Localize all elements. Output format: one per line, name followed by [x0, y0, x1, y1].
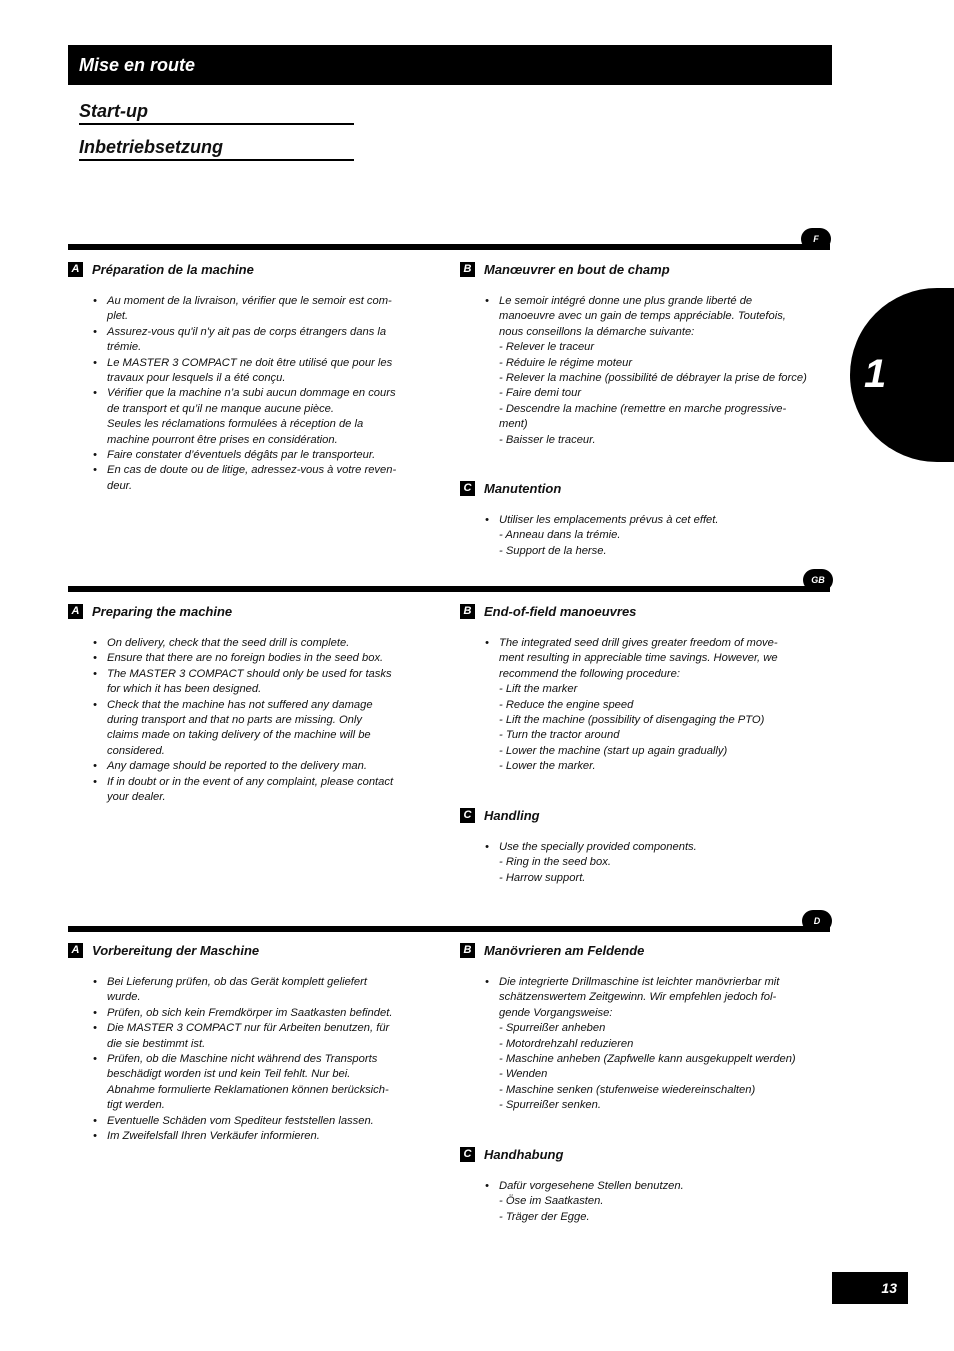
- bullet-marker: •: [485, 514, 489, 526]
- item-text: - Anneau dans la trémie.: [499, 529, 621, 542]
- section-letter: C: [460, 1147, 475, 1162]
- item-text: considered.: [107, 744, 165, 757]
- list-item-line: [93, 698, 393, 713]
- language-badge-d: D: [802, 910, 832, 932]
- item-text: Eventuelle Schäden vom Spediteur feststellen lassen.: [107, 1114, 374, 1127]
- list-item-line: [485, 698, 778, 713]
- list-item-line: [485, 682, 778, 697]
- bullet-marker: •: [485, 841, 489, 853]
- list-item-line: [485, 990, 796, 1005]
- list-item-line: [485, 1179, 684, 1194]
- item-text: Au moment de la livraison, vérifier que le semoir est com-: [107, 295, 392, 307]
- item-list: [93, 975, 392, 1144]
- list-item-line: [485, 528, 719, 543]
- list-item-line: [485, 1083, 796, 1098]
- bullet-marker: •: [93, 652, 97, 665]
- section-d-c: [460, 1146, 684, 1225]
- bullet-marker: •: [93, 775, 97, 788]
- item-text: plet.: [107, 310, 129, 323]
- item-text: - Lower the marker.: [499, 760, 596, 773]
- list-item-line: [485, 744, 778, 759]
- list-item-line: [93, 417, 396, 432]
- item-list: [485, 294, 807, 448]
- item-text: recommend the following procedure:: [499, 667, 680, 680]
- section-rule-d: [68, 926, 830, 932]
- item-text: die sie bestimmt ist.: [107, 1037, 206, 1050]
- item-text: Faire constater d’éventuels dégâts par le transporteur.: [107, 449, 376, 462]
- list-item-line: [485, 513, 719, 528]
- list-item-line: [485, 402, 807, 417]
- item-text: - Relever le traceur: [499, 341, 595, 354]
- item-text: wurde.: [107, 991, 141, 1004]
- subtitle-german: Inbetriebsetzung: [79, 136, 354, 161]
- list-item-line: [93, 790, 393, 805]
- section-letter: C: [460, 481, 475, 496]
- list-item-line: [485, 1067, 796, 1082]
- section-gb-a: [68, 603, 393, 805]
- list-item-line: [485, 1210, 684, 1225]
- item-list: [485, 840, 697, 886]
- list-item-line: [485, 433, 807, 448]
- item-text: Le semoir intégré donne une plus grande liberté de: [499, 295, 753, 307]
- language-badge-gb: GB: [803, 569, 833, 591]
- bullet-marker: •: [93, 449, 97, 462]
- item-text: trémie.: [107, 341, 142, 354]
- item-list: [93, 636, 393, 805]
- item-text: travaux pour lesquels il a été conçu.: [107, 372, 286, 385]
- bullet-marker: •: [93, 1130, 97, 1143]
- list-item-line: [93, 713, 393, 728]
- list-item-line: [93, 340, 396, 355]
- section-letter: B: [460, 262, 475, 277]
- item-text: - Lift the machine (possibility of disengaging the PTO): [499, 714, 765, 727]
- item-text: Any damage should be reported to the delivery man.: [107, 760, 367, 773]
- item-text: - Spurreißer anheben: [499, 1022, 606, 1035]
- list-item-line: [93, 309, 396, 324]
- list-item-line: [485, 713, 778, 728]
- item-text: Utiliser les emplacements prévus à cet effet.: [499, 514, 719, 526]
- item-text: - Träger der Egge.: [499, 1210, 590, 1223]
- item-text: - Descendre la machine (remettre en marche progressive-: [499, 402, 787, 415]
- list-item-line: [93, 1006, 392, 1021]
- list-item-line: [485, 728, 778, 743]
- item-list: [485, 513, 719, 559]
- list-item-line: [93, 1067, 392, 1082]
- language-badge-f: F: [801, 228, 831, 250]
- item-text: Ensure that there are no foreign bodies in the seed box.: [107, 652, 384, 665]
- list-item-line: [485, 871, 697, 886]
- list-item-line: [93, 356, 396, 371]
- section-title: Handling: [484, 807, 540, 823]
- list-item-line: [485, 1052, 796, 1067]
- bullet-marker: •: [485, 1180, 489, 1192]
- bullet-marker: •: [93, 1022, 97, 1035]
- list-item-line: [485, 636, 778, 651]
- item-text: - Baisser le traceur.: [499, 433, 596, 446]
- item-text: Assurez-vous qu'il n'y ait pas de corps étrangers dans la: [107, 325, 387, 338]
- item-text: The integrated seed drill gives greater freedom of move-: [499, 637, 778, 649]
- section-title: Manövrieren am Feldende: [484, 942, 645, 958]
- section-f-b: [460, 261, 807, 448]
- bullet-marker: •: [93, 356, 97, 369]
- bullet-marker: •: [485, 295, 489, 307]
- item-text: The MASTER 3 COMPACT should only be used for tasks: [107, 667, 392, 680]
- item-list: [485, 975, 796, 1114]
- item-text: ment): [499, 418, 528, 431]
- list-item-line: [93, 1129, 392, 1144]
- list-item-line: [93, 744, 393, 759]
- bullet-marker: •: [485, 637, 489, 649]
- list-item-line: [485, 667, 778, 682]
- item-text: Die integrierte Drillmaschine ist leichter manövrierbar mit: [499, 976, 780, 988]
- list-item-line: [485, 651, 778, 666]
- list-item-line: [93, 1037, 392, 1052]
- item-text: manoeuvre avec un gain de temps appréciable. Toutefois,: [499, 310, 786, 323]
- section-gb-c: [460, 807, 697, 886]
- bullet-marker: •: [93, 698, 97, 711]
- item-text: Prüfen, ob sich kein Fremdkörper im Saatkasten befindet.: [107, 1006, 393, 1019]
- item-text: En cas de doute ou de litige, adressez-vous à votre reven-: [107, 464, 397, 477]
- list-item-line: [485, 325, 807, 340]
- item-text: beschädigt worden ist und kein Teil fehlt. Nur bei.: [107, 1068, 351, 1081]
- list-item-line: [485, 855, 697, 870]
- bullet-marker: •: [93, 637, 97, 649]
- list-item-line: [485, 417, 807, 432]
- list-item-line: [93, 1052, 392, 1067]
- section-title: Manœuvrer en bout de champ: [484, 261, 670, 277]
- list-item-line: [93, 775, 393, 790]
- item-text: ment resulting in appreciable time savings. However, we: [499, 652, 778, 665]
- item-text: - Turn the tractor around: [499, 729, 620, 742]
- item-text: schätzenswertem Zeitgewinn. Wir empfehlen jedoch fol-: [499, 991, 777, 1004]
- list-item-line: [93, 728, 393, 743]
- list-item-line: [93, 682, 393, 697]
- item-text: - Reduce the engine speed: [499, 698, 634, 711]
- bullet-marker: •: [93, 1114, 97, 1127]
- item-text: - Relever la machine (possibilité de débrayer la prise de force): [499, 372, 807, 385]
- list-item-line: [93, 463, 396, 478]
- item-text: - Öse im Saatkasten.: [499, 1195, 604, 1208]
- item-text: - Support de la herse.: [499, 544, 607, 557]
- list-item-line: [93, 990, 392, 1005]
- list-item-line: [93, 479, 396, 494]
- item-text: tigt werden.: [107, 1099, 165, 1112]
- item-text: nous conseillons la démarche suivante:: [499, 325, 695, 338]
- list-item-line: [485, 1037, 796, 1052]
- item-text: - Maschine anheben (Zapfwelle kann ausgekuppelt werden): [499, 1053, 796, 1066]
- item-list: [93, 294, 396, 494]
- item-text: - Spurreißer senken.: [499, 1099, 601, 1112]
- section-letter: C: [460, 808, 475, 823]
- item-text: - Lift the marker: [499, 683, 578, 696]
- item-text: Prüfen, ob die Maschine nicht während des Transports: [107, 1053, 378, 1066]
- item-text: de transport et qu’il ne manque aucune pièce.: [107, 402, 335, 415]
- list-item-line: [485, 544, 719, 559]
- item-text: - Faire demi tour: [499, 387, 582, 400]
- list-item-line: [93, 433, 396, 448]
- list-item-line: [93, 448, 396, 463]
- list-item-line: [93, 975, 392, 990]
- section-title: Vorbereitung der Maschine: [92, 942, 260, 958]
- bullet-marker: •: [93, 295, 97, 307]
- item-text: deur.: [107, 479, 133, 492]
- item-text: On delivery, check that the seed drill is complete.: [107, 637, 350, 649]
- item-text: - Ring in the seed box.: [499, 856, 611, 869]
- list-item-line: [485, 1006, 796, 1021]
- bullet-marker: •: [93, 325, 97, 338]
- list-item-line: [93, 651, 393, 666]
- item-text: your dealer.: [107, 791, 166, 804]
- list-item-line: [485, 294, 807, 309]
- bullet-marker: •: [93, 760, 97, 773]
- list-item-line: [93, 1083, 392, 1098]
- bullet-marker: •: [93, 1006, 97, 1019]
- item-text: gende Vorgangsweise:: [499, 1006, 613, 1019]
- item-text: - Wenden: [499, 1068, 548, 1081]
- list-item-line: [93, 759, 393, 774]
- list-item-line: [485, 309, 807, 324]
- list-item-line: [485, 759, 778, 774]
- item-text: during transport and that no parts are missing. Only: [107, 714, 362, 727]
- item-text: Bei Lieferung prüfen, ob das Gerät komplett geliefert: [107, 976, 367, 988]
- section-letter: B: [460, 943, 475, 958]
- section-d-b: [460, 942, 796, 1114]
- section-title: End-of-field manoeuvres: [484, 603, 637, 619]
- section-letter: A: [68, 604, 83, 619]
- item-text: Die MASTER 3 COMPACT nur für Arbeiten benutzen, für: [107, 1022, 390, 1035]
- list-item-line: [93, 1114, 392, 1129]
- item-text: Use the specially provided components.: [499, 841, 697, 853]
- item-text: Check that the machine has not suffered any damage: [107, 698, 373, 711]
- section-letter: A: [68, 262, 83, 277]
- list-item-line: [485, 340, 807, 355]
- subtitle-english: Start-up: [79, 100, 354, 125]
- item-text: for which it has been designed.: [107, 683, 262, 696]
- chapter-number: 1: [864, 352, 887, 396]
- section-letter: B: [460, 604, 475, 619]
- list-item-line: [485, 371, 807, 386]
- list-item-line: [485, 1021, 796, 1036]
- item-text: Le MASTER 3 COMPACT ne doit être utilisé que pour les: [107, 356, 393, 369]
- bullet-marker: •: [485, 976, 489, 988]
- section-title: Manutention: [484, 480, 562, 496]
- section-title: Preparing the machine: [92, 603, 233, 619]
- list-item-line: [93, 325, 396, 340]
- list-item-line: [485, 356, 807, 371]
- item-text: - Motordrehzahl reduzieren: [499, 1037, 634, 1050]
- item-text: Seules les réclamations formulées à réception de la: [107, 418, 364, 431]
- item-text: If in doubt or in the event of any complaint, please contact: [107, 775, 394, 788]
- list-item-line: [93, 294, 396, 309]
- bullet-marker: •: [93, 464, 97, 477]
- item-list: [485, 1179, 684, 1225]
- section-title: Handhabung: [484, 1146, 564, 1162]
- item-list: [485, 636, 778, 775]
- item-text: Abnahme formulierte Reklamationen können berücksich-: [107, 1083, 389, 1096]
- item-text: Im Zweifelsfall Ihren Verkäufer informieren.: [107, 1130, 320, 1143]
- item-text: - Harrow support.: [499, 871, 586, 884]
- section-rule-gb: [68, 586, 830, 592]
- section-gb-b: [460, 603, 778, 775]
- list-item-line: [93, 667, 393, 682]
- bullet-marker: •: [93, 667, 97, 680]
- item-text: - Réduire le régime moteur: [499, 356, 633, 369]
- list-item-line: [93, 386, 396, 401]
- item-text: machine pourront être prises en considération.: [107, 433, 338, 446]
- section-rule-f: [68, 244, 830, 250]
- section-d-a: [68, 942, 392, 1144]
- list-item-line: [93, 1021, 392, 1036]
- page-number: 13: [832, 1272, 908, 1304]
- list-item-line: [485, 1194, 684, 1209]
- bullet-marker: •: [93, 976, 97, 988]
- list-item-line: [485, 840, 697, 855]
- section-f-c: [460, 480, 719, 559]
- list-item-line: [485, 1098, 796, 1113]
- list-item-line: [485, 386, 807, 401]
- item-text: claims made on taking delivery of the machine will be: [107, 729, 371, 742]
- item-text: Dafür vorgesehene Stellen benutzen.: [499, 1180, 684, 1192]
- section-letter: A: [68, 943, 83, 958]
- bullet-marker: •: [93, 1053, 97, 1066]
- list-item-line: [93, 1098, 392, 1113]
- item-text: - Lower the machine (start up again gradually): [499, 744, 728, 757]
- bullet-marker: •: [93, 387, 97, 400]
- list-item-line: [93, 402, 396, 417]
- list-item-line: [485, 975, 796, 990]
- item-text: Vérifier que la machine n’a subi aucun dommage en cours: [107, 387, 396, 400]
- list-item-line: [93, 636, 393, 651]
- section-f-a: [68, 261, 396, 494]
- item-text: - Maschine senken (stufenweise wiedereinschalten): [499, 1083, 756, 1096]
- section-title: Préparation de la machine: [92, 261, 254, 277]
- page-header: Mise en route: [68, 45, 832, 85]
- list-item-line: [93, 371, 396, 386]
